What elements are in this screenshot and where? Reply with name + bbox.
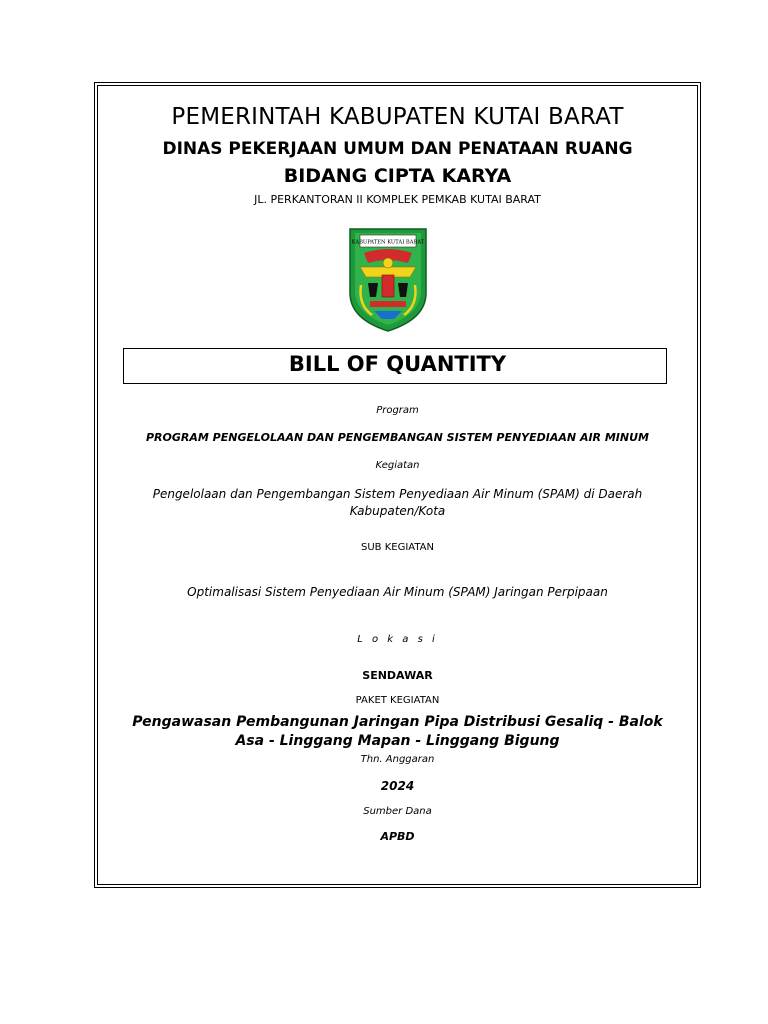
government-title: PEMERINTAH KABUPATEN KUTAI BARAT [171, 104, 624, 130]
regency-emblem-logo [346, 223, 430, 333]
document-title: BILL OF QUANTITY [288, 352, 507, 376]
lokasi-value: SENDAWAR [362, 669, 433, 682]
tahun-label: Thn. Anggaran [360, 754, 435, 765]
tahun-value: 2024 [380, 779, 415, 793]
kegiatan-label: Kegiatan [375, 460, 420, 471]
sub-kegiatan-value: Optimalisasi Sistem Penyediaan Air Minum (SPAM) Jaringan Perpipaan [187, 585, 608, 599]
department-title: DINAS PEKERJAAN UMUM DAN PENATAAN RUANG [162, 139, 633, 159]
paket-value: Pengawasan Pembangunan Jaringan Pipa Distribusi Gesaliq - Balok Asa - Linggang Mapan - Linggang Bigung [132, 714, 663, 749]
office-address: JL. PERKANTORAN II KOMPLEK PEMKAB KUTAI BARAT [254, 193, 541, 206]
program-label: Program [376, 405, 419, 416]
sub-kegiatan-label: SUB KEGIATAN [361, 542, 434, 553]
division-title: BIDANG CIPTA KARYA [283, 165, 512, 187]
kegiatan-value: Pengelolaan dan Pengembangan Sistem Penyediaan Air Minum (SPAM) di Daerah Kabupaten/Kota [152, 487, 643, 518]
emblem-text: KABUPATEN KUTAI BARAT [351, 239, 425, 246]
lokasi-label: L o k a s i [357, 634, 438, 645]
program-value: PROGRAM PENGELOLAAN DAN PENGEMBANGAN SISTEM PENYEDIAAN AIR MINUM [146, 431, 649, 444]
paket-label: PAKET KEGIATAN [355, 695, 440, 706]
sumber-value: APBD [380, 830, 415, 843]
sumber-label: Sumber Dana [363, 806, 432, 817]
